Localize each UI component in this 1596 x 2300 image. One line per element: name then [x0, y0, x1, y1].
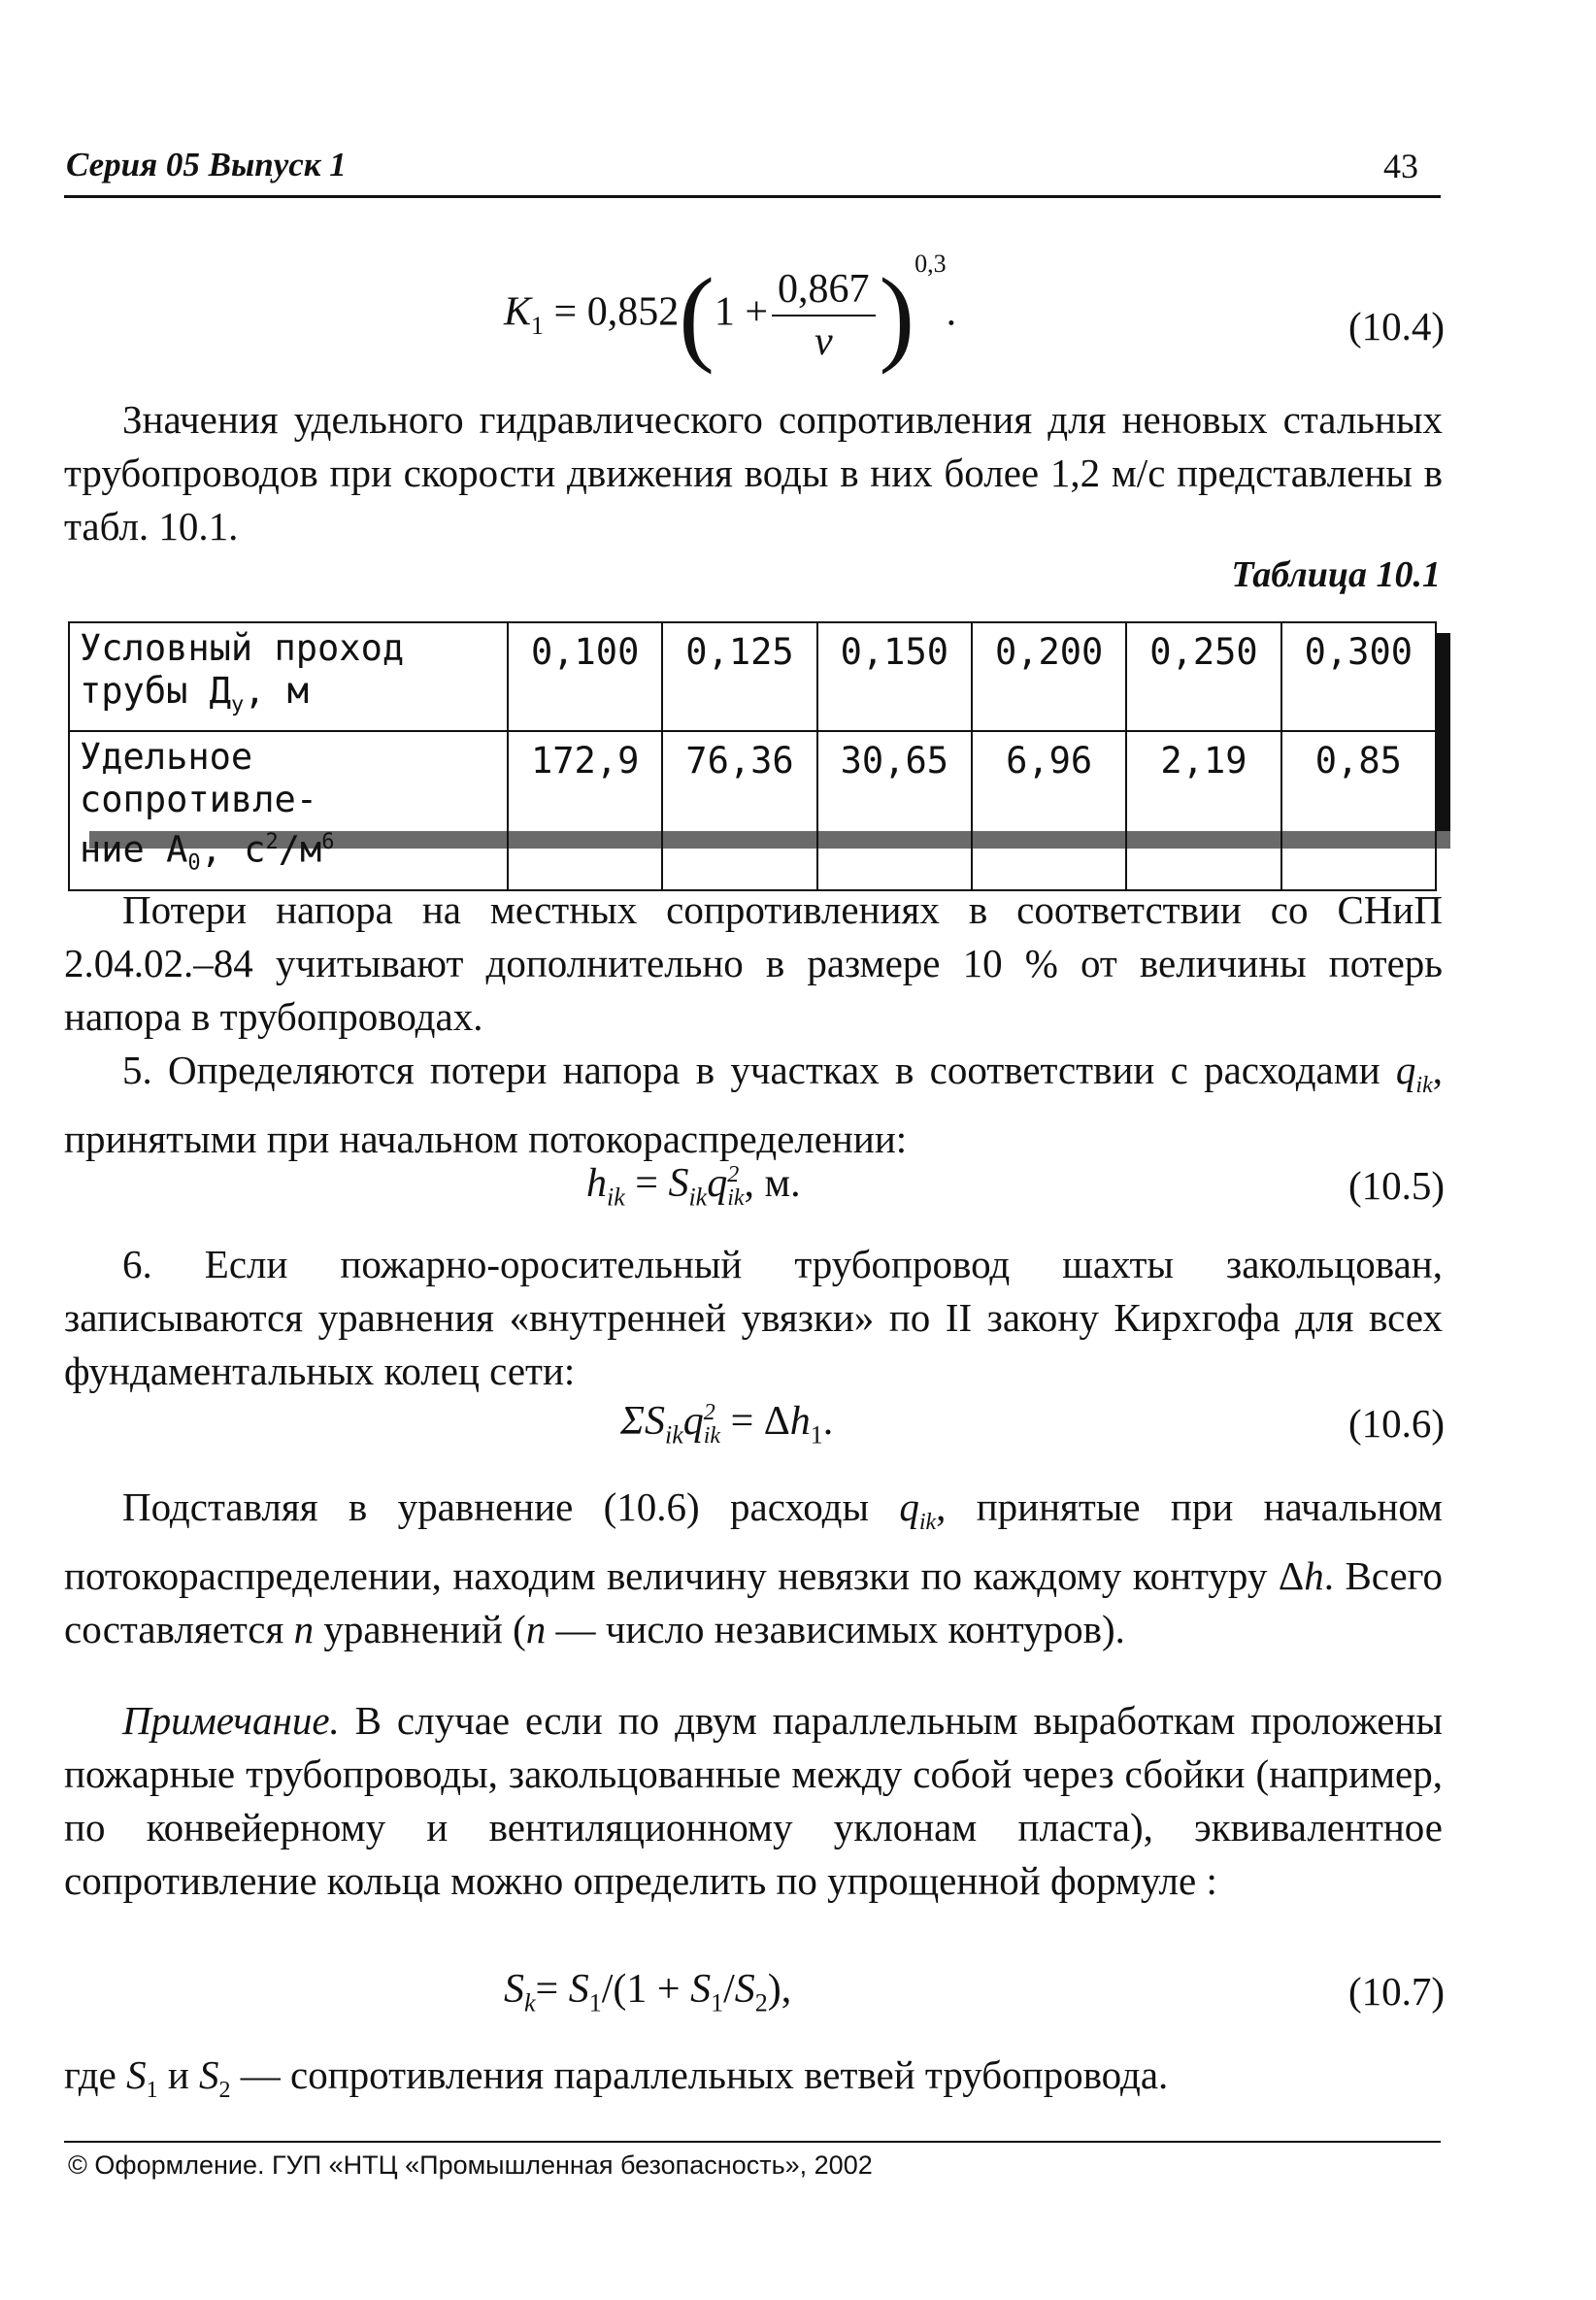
table-caption: Таблица 10.1	[1231, 554, 1441, 595]
formula-10-7-eq: =	[535, 1967, 569, 2012]
formula-10-5-q-sub: ik	[727, 1185, 745, 1212]
substitution-n2: n	[525, 1607, 547, 1652]
formula-10-5-s-sub: ik	[688, 1183, 708, 1212]
formula-10-7-s2-sub: 2	[754, 1988, 768, 2017]
formula-10-5-tail: , м.	[744, 1161, 801, 1206]
formula-10-4-exponent: 0,3	[914, 249, 947, 278]
table-cell: 30,65	[817, 731, 972, 890]
note-text: В случае если по двум параллельным выработкам проложены пожарные трубопроводы, закольцованные между собой через сбойки (например, по конвейерному и вентиляционному уклонам пласта), эквивалентное сопротивление кольца можно определить по упрощенной формуле :	[64, 1698, 1443, 1903]
resistance-label-line2: ние A	[80, 828, 188, 871]
footer-copyright: © Оформление. ГУП «НТЦ «Промышленная безопасность», 2002	[68, 2150, 873, 2180]
resistance-label-sub: 0	[187, 851, 201, 877]
resistance-label-sup1: 2	[265, 830, 279, 855]
formula-10-6-tail: .	[822, 1399, 834, 1444]
where-s1-sub: 1	[146, 2078, 158, 2104]
formula-10-5	[62, 1160, 1445, 1228]
paragraph-hydraulic-resistance: Значения удельного гидравлического сопротивления для неновых стальных трубопроводов при скорости движения воды в них более 1,2 м/с представлены в табл. 10.1.	[64, 397, 1443, 549]
formula-10-7-s1-sub: 1	[588, 1988, 602, 2017]
formula-10-7-mid: /(1 +	[601, 1967, 691, 2012]
table-cell: 0,300	[1281, 622, 1436, 731]
substitution-n1: n	[293, 1607, 315, 1652]
step-5-q: q	[1395, 1048, 1416, 1092]
header-rule	[64, 195, 1441, 198]
resistance-label-sup2: 6	[321, 830, 335, 855]
step-5-q-sub: ik	[1415, 1073, 1433, 1099]
formula-10-5-eq: =	[624, 1161, 669, 1206]
formula-10-7-s1: S	[568, 1967, 589, 2012]
diameter-label-tail: , м	[244, 670, 310, 712]
formula-10-4-denominator: v	[814, 319, 833, 364]
paragraph-local-losses: Потери напора на местных сопротивлениях в соответствии со СНиП 2.04.02.–84 учитывают дополнительно в размере 10 % от величины потерь напора в трубопроводах.	[64, 887, 1443, 1039]
formula-10-6	[62, 1398, 1445, 1466]
note-label: Примечание.	[122, 1698, 340, 1743]
substitution-q-sub: ik	[918, 1510, 937, 1536]
step-5-text-b: , принятыми при начальном потокораспределении:	[64, 1048, 1443, 1162]
where-and: и	[157, 2052, 200, 2097]
resistance-label-mid: , с	[200, 828, 266, 871]
formula-10-4-fraction	[772, 264, 876, 367]
formula-10-6-s-sub: ik	[664, 1420, 683, 1450]
formula-10-4-numerator: 0,867	[772, 264, 876, 317]
formula-10-6-q: q	[682, 1399, 704, 1444]
running-header-series: Серия 05 Выпуск 1	[66, 146, 347, 183]
table-cell: 0,200	[972, 622, 1126, 731]
substitution-text-a: Подставляя в уравнение (10.6) расходы	[122, 1484, 900, 1529]
table-row-diameter-label	[69, 622, 508, 731]
formula-10-7-slash: /	[723, 1967, 735, 2012]
formula-10-7-s1b: S	[690, 1967, 712, 2012]
formula-10-7-tail: ),	[767, 1967, 792, 2012]
formula-10-5-number: (10.5)	[1347, 1163, 1445, 1208]
paragraph-note	[64, 1694, 1443, 1908]
table-cell: 0,125	[662, 622, 816, 731]
formula-10-4-lhs: K	[504, 289, 532, 335]
table-cell: 76,36	[662, 731, 816, 890]
formula-10-6-body	[620, 1398, 833, 1450]
resistance-table	[68, 621, 1437, 891]
formula-10-5-q: q	[707, 1161, 728, 1206]
diameter-label-line2: трубы Д	[80, 670, 231, 712]
formula-10-7-s2: S	[734, 1967, 755, 2012]
where-text-b: — сопротивления параллельных ветвей трубопровода.	[230, 2052, 1169, 2097]
formula-10-5-h: h	[586, 1161, 607, 1206]
formula-10-5-body	[586, 1160, 801, 1212]
substitution-h: h	[1304, 1553, 1324, 1599]
table-row-diameter	[69, 622, 1436, 731]
substitution-text-d: уравнений (	[314, 1607, 526, 1652]
formula-10-4-tail: .	[946, 289, 957, 335]
paragraph-substitution	[64, 1481, 1443, 1656]
formula-10-7-s-sub: k	[524, 1988, 536, 2017]
page-number: 43	[1383, 147, 1418, 185]
formula-10-4-body: $K_1 = 0,852(1$ + $\frac{0,867}{v}$ )$^{0,3}$.	[504, 249, 957, 375]
formula-10-4-coef: = 0,852	[553, 289, 680, 335]
where-s2: S	[199, 2052, 219, 2097]
formula-10-7-body	[504, 1966, 791, 2017]
diameter-label-line1: Условный проход	[80, 627, 405, 669]
step-5-text-a: 5. Определяются потери напора в участках в соответствии с расходами	[122, 1048, 1396, 1092]
where-s1: S	[126, 2052, 147, 2097]
substitution-text-e: — число независимых контуров).	[546, 1607, 1125, 1652]
formula-10-4	[62, 249, 1445, 398]
formula-10-6-sigma-s: ΣS	[620, 1399, 665, 1444]
table-cell: 0,85	[1281, 731, 1436, 890]
table-row-resistance	[69, 731, 1436, 890]
table-shadow-right	[1437, 633, 1450, 847]
table-cell: 0,150	[817, 622, 972, 731]
footer-rule	[64, 2141, 1441, 2143]
paragraph-where	[64, 2049, 1443, 2117]
paragraph-step-5	[64, 1044, 1443, 1166]
formula-10-5-q-sup: 2	[727, 1162, 740, 1188]
resistance-label-line1: Удельное сопротивле-	[80, 736, 318, 821]
table-row-resistance-label	[69, 731, 508, 890]
formula-10-4-lhs-sub: 1	[531, 312, 545, 341]
formula-10-7	[62, 1966, 1445, 2034]
substitution-q: q	[899, 1484, 919, 1529]
table-cell: 2,19	[1126, 731, 1280, 890]
formula-10-7-s1b-sub: 1	[711, 1988, 724, 2017]
substitution-text-c: . Всего составляется	[64, 1553, 1443, 1652]
formula-10-6-number: (10.6)	[1347, 1401, 1445, 1446]
where-text-a: где	[64, 2052, 127, 2097]
formula-10-4-one-plus: 1 +	[714, 289, 769, 335]
resistance-label-mid2: /м	[278, 828, 322, 871]
formula-10-6-eq: = Δ	[720, 1399, 790, 1444]
formula-10-7-s: S	[504, 1967, 524, 2012]
where-s2-sub: 2	[218, 2078, 231, 2104]
paragraph-step-6: 6. Если пожарно-оросительный трубопровод шахты закольцован, записываются уравнения «внутренней увязки» по II закону Кирхгофа для всех фундаментальных колец сети:	[64, 1242, 1443, 1393]
formula-10-6-q-sub: ik	[703, 1423, 721, 1450]
formula-10-7-number: (10.7)	[1347, 1969, 1445, 2014]
formula-10-4-number: (10.4)	[1347, 304, 1445, 349]
table-cell: 0,250	[1126, 622, 1280, 731]
diameter-label-sub: у	[230, 692, 245, 717]
formula-10-5-s: S	[668, 1161, 689, 1206]
formula-10-6-q-sup: 2	[703, 1400, 715, 1426]
table-cell: 6,96	[972, 731, 1126, 890]
formula-10-6-h: h	[789, 1399, 811, 1444]
table-cell: 172,9	[508, 731, 662, 890]
formula-10-5-h-sub: ik	[607, 1183, 625, 1212]
substitution-text-b: , принятые при начальном потокораспределении, находим величину невязки по каждому контуру Δ	[64, 1484, 1444, 1599]
formula-10-6-h-sub: 1	[810, 1420, 823, 1450]
table-cell: 0,100	[508, 622, 662, 731]
